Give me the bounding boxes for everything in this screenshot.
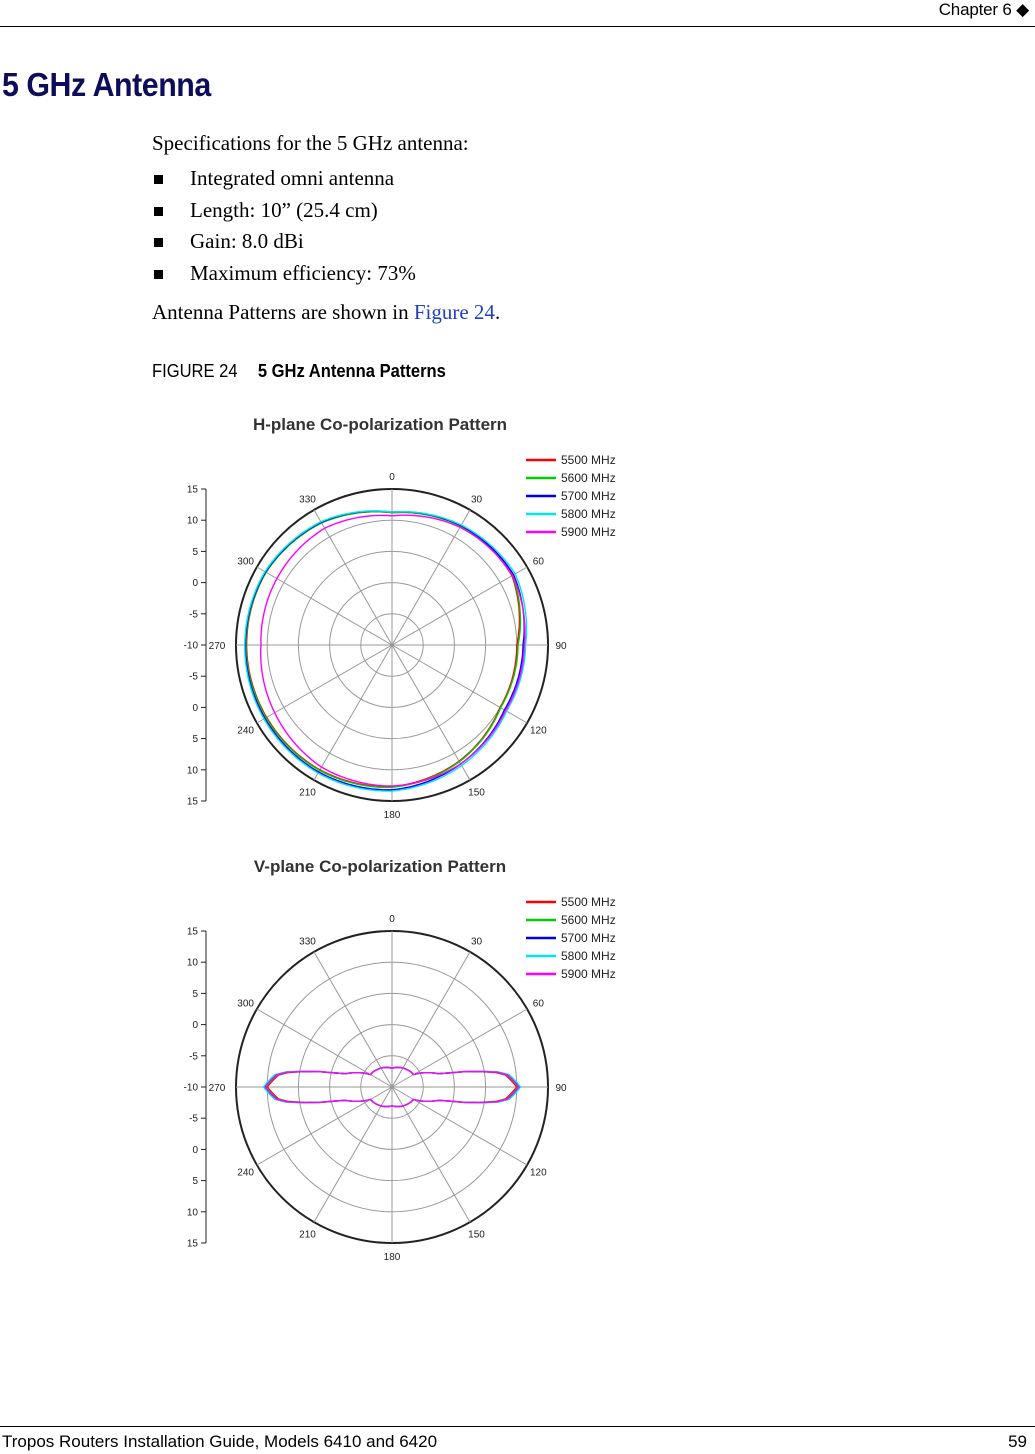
angle-tick-label: 300 (237, 998, 254, 1010)
legend-label: 5900 MHz (561, 525, 616, 539)
radial-tick-label: 5 (192, 1176, 198, 1188)
radial-tick-label: 0 (192, 578, 198, 590)
angle-tick-label: 330 (299, 936, 316, 948)
footer-rule (0, 1426, 1035, 1427)
angle-tick-label: 30 (470, 936, 483, 948)
radial-tick-label: 10 (186, 957, 198, 969)
angle-tick-label: 300 (237, 556, 254, 568)
grid-spoke (314, 645, 392, 780)
bullet-square-icon (154, 175, 163, 184)
grid-spoke (314, 952, 392, 1087)
grid-spoke (314, 1087, 392, 1222)
legend-label: 5600 MHz (561, 471, 616, 485)
angle-tick-label: 120 (530, 1167, 547, 1179)
spec-text: Gain: 8.0 dBi (190, 229, 304, 253)
angle-tick-label: 330 (299, 494, 316, 506)
angle-tick-label: 0 (389, 472, 395, 483)
angle-tick-label: 150 (468, 1229, 485, 1241)
legend-label: 5500 MHz (561, 453, 616, 467)
legend-label: 5800 MHz (561, 949, 616, 963)
angle-tick-label: 90 (555, 641, 567, 652)
intro-paragraph: Specifications for the 5 GHz antenna: (152, 131, 469, 155)
spec-text: Maximum efficiency: 73% (190, 260, 416, 285)
radial-tick-label: 15 (186, 484, 198, 496)
radial-tick-label: 0 (192, 1144, 198, 1156)
angle-tick-label: 60 (532, 998, 544, 1010)
radial-tick-label: 5 (192, 546, 198, 558)
radial-tick-label: -5 (189, 671, 198, 683)
legend-label: 5700 MHz (561, 931, 616, 945)
legend-label: 5800 MHz (561, 507, 616, 521)
running-header: Chapter 6 ◆ (938, 0, 1029, 19)
angle-tick-label: 150 (468, 787, 485, 799)
angle-tick-label: 180 (383, 1252, 401, 1263)
h-plane-chart (160, 406, 660, 826)
h-plane-polar-plot (160, 406, 660, 826)
angle-tick-label: 270 (208, 641, 226, 652)
figure-caption (152, 361, 446, 382)
legend-label: 5600 MHz (561, 913, 616, 927)
angle-tick-label: 120 (530, 725, 547, 737)
angle-tick-label: 180 (383, 810, 401, 821)
v-plane-polar-plot (160, 848, 660, 1268)
v-plane-chart (160, 848, 660, 1268)
chart-title: V-plane Co-polarization Pattern (253, 857, 507, 876)
angle-tick-label: 90 (555, 1083, 567, 1094)
bullet-square-icon (154, 207, 163, 216)
radial-tick-label: 15 (186, 1238, 198, 1250)
radial-tick-label: 5 (192, 988, 198, 1000)
grid-spoke (314, 510, 392, 645)
grid-spoke (392, 567, 527, 645)
pattern-text: Antenna Patterns are shown in (152, 300, 414, 324)
spec-text: Length: 10” (25.4 cm) (190, 197, 378, 222)
radial-tick-label: 15 (186, 796, 198, 808)
radial-tick-label: -5 (189, 1113, 198, 1125)
angle-tick-label: 0 (389, 914, 395, 925)
figure-title: 5 GHz Antenna Patterns (257, 361, 446, 381)
angle-tick-label: 60 (532, 556, 544, 568)
angle-tick-label: 240 (237, 1167, 254, 1179)
bullet-square-icon (154, 270, 163, 279)
radial-tick-label: 10 (186, 1207, 198, 1219)
grid-spoke (392, 645, 470, 780)
spec-item (152, 195, 416, 227)
radial-tick-label: 5 (192, 734, 198, 746)
spec-list (152, 163, 416, 289)
radial-tick-label: -5 (189, 1051, 198, 1063)
legend-label: 5700 MHz (561, 489, 616, 503)
angle-tick-label: 270 (208, 1083, 226, 1094)
radial-tick-label: 10 (186, 515, 198, 527)
radial-tick-label: 0 (192, 1020, 198, 1032)
spec-item (152, 226, 416, 258)
legend-label: 5900 MHz (561, 967, 616, 981)
section-title: 5 GHz Antenna (2, 66, 211, 103)
figure-label: FIGURE 24 (152, 361, 238, 381)
pattern-text-end: . (494, 300, 501, 324)
radial-tick-label: -10 (183, 640, 198, 652)
footer-title: Tropos Routers Installation Guide, Models 6410 and 6420 (2, 1432, 438, 1451)
angle-tick-label: 240 (237, 725, 254, 737)
legend-label: 5500 MHz (561, 895, 616, 909)
angle-tick-label: 210 (299, 787, 316, 799)
figure-24-link[interactable]: Figure 24 (413, 300, 495, 324)
radial-tick-label: -10 (183, 1082, 198, 1094)
radial-tick-label: 0 (192, 702, 198, 714)
grid-spoke (392, 510, 470, 645)
grid-spoke (257, 645, 392, 723)
radial-tick-label: -5 (189, 609, 198, 621)
header-rule (0, 26, 1035, 27)
spec-text: Integrated omni antenna (190, 166, 395, 190)
chart-title: H-plane Co-polarization Pattern (252, 415, 508, 434)
radial-tick-label: 15 (186, 926, 198, 938)
spec-item (152, 258, 416, 290)
angle-tick-label: 30 (470, 494, 483, 506)
bullet-square-icon (154, 238, 163, 247)
series-line-3 (245, 511, 527, 791)
page-number: 59 (1008, 1432, 1027, 1451)
angle-tick-label: 210 (299, 1229, 316, 1241)
grid-spoke (392, 1087, 470, 1222)
radial-tick-label: 10 (186, 765, 198, 777)
grid-spoke (392, 952, 470, 1087)
pattern-paragraph (152, 300, 500, 325)
spec-item (152, 163, 416, 195)
